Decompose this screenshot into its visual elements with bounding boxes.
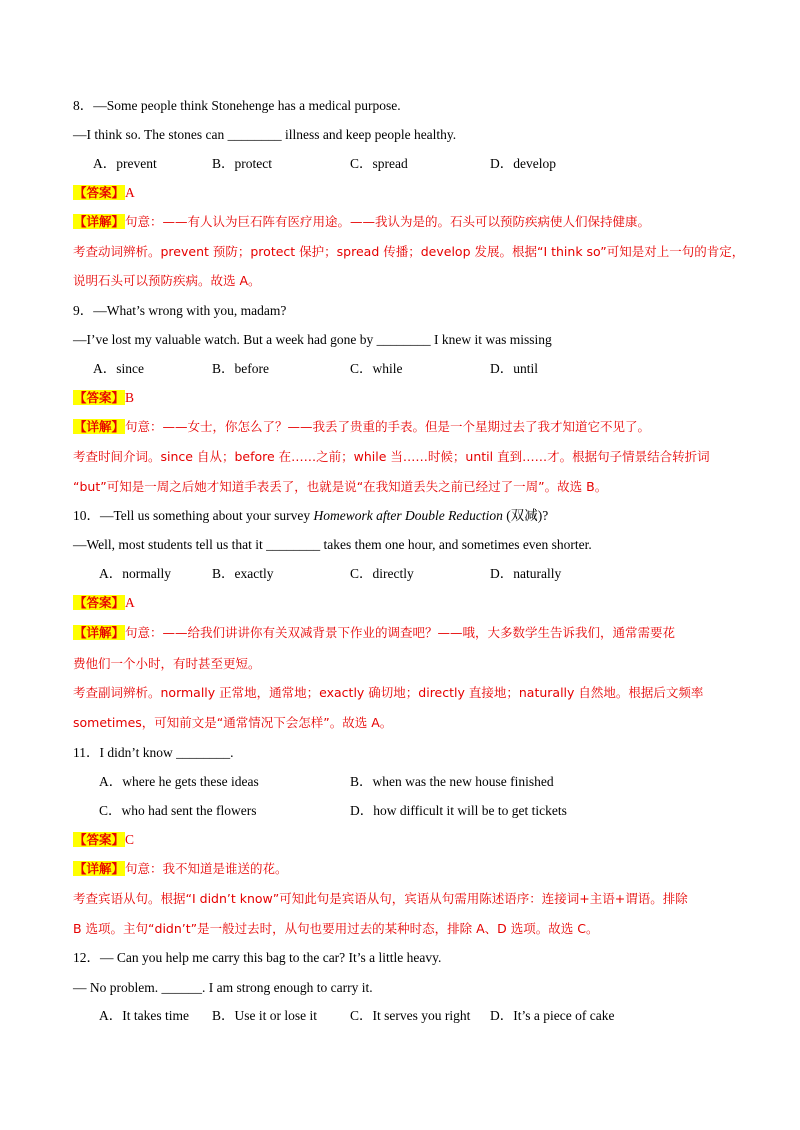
q12-option-d: D．It’s a piece of cake bbox=[490, 1008, 615, 1023]
q8-stem-line2: —I think so. The stones can ________ illness and keep people healthy. bbox=[73, 127, 457, 142]
q10-survey-title: Homework after Double Reduction bbox=[313, 508, 503, 523]
q10-detail-line4: sometimes，可知前文是“通常情况下会怎样”。故选 A。 bbox=[73, 715, 393, 730]
q12-option-c: C．It serves you right bbox=[350, 1008, 471, 1023]
q10-detail-line2: 费他们一个小时，有时甚至更短。 bbox=[73, 656, 261, 671]
q8-option-b: B．protect bbox=[212, 156, 272, 171]
answer-tag: 【答案】 bbox=[74, 185, 125, 200]
q10-detail-line3: 考查副词辨析。normally 正常地，通常地；exactly 确切地；directly 直接地；naturally 自然地。根据后文频率 bbox=[73, 685, 704, 700]
q12-stem-line2: — No problem. ______. I am strong enough to carry it. bbox=[73, 980, 373, 995]
q8-option-d: D．develop bbox=[490, 156, 556, 171]
q10-stem-post: (双减)? bbox=[502, 508, 549, 523]
q8-detail-line1 bbox=[73, 213, 650, 231]
q11-answer bbox=[73, 831, 134, 849]
answer-tag: 【答案】 bbox=[74, 595, 125, 610]
q9-option-d: D．until bbox=[490, 361, 539, 376]
q10-detail-line1 bbox=[73, 624, 675, 642]
q11-stem-line1: 11．I didn’t know ________. bbox=[73, 745, 234, 760]
q9-stem-line2: —I’ve lost my valuable watch. But a week had gone by ________ I knew it was missing bbox=[73, 332, 552, 347]
q11-option-c: C．who had sent the flowers bbox=[99, 803, 257, 818]
q9-stem-line1: 9．—What’s wrong with you, madam? bbox=[73, 303, 287, 318]
q8-answer bbox=[73, 184, 135, 202]
detail-text: 句意：我不知道是谁送的花。 bbox=[125, 861, 288, 876]
detail-text: 句意：——女士，你怎么了？——我丢了贵重的手表。但是一个星期过去了我才知道它不见了。 bbox=[125, 419, 651, 434]
q11-detail-line1 bbox=[73, 860, 288, 878]
detail-tag: 【详解】 bbox=[74, 214, 125, 229]
q11-option-b: B．when was the new house finished bbox=[350, 774, 554, 789]
q11-option-a: A．where he gets these ideas bbox=[99, 774, 259, 789]
q8-option-a: A．prevent bbox=[93, 156, 157, 171]
detail-text: 句意：——有人认为巨石阵有医疗用途。——我认为是的。石头可以预防疾病使人们保持健康。 bbox=[125, 214, 651, 229]
q8-stem-line1: 8．—Some people think Stonehenge has a medical purpose. bbox=[73, 98, 401, 113]
q10-option-a: A．normally bbox=[99, 566, 171, 581]
q9-option-a: A．since bbox=[93, 361, 144, 376]
q8-detail-line3: 说明石头可以预防疾病。故选 A。 bbox=[73, 273, 261, 288]
answer-tag: 【答案】 bbox=[74, 832, 125, 847]
q8-detail-line2: 考查动词辨析。prevent 预防；protect 保护；spread 传播；develop 发展。根据“I think so”可知是对上一句的肯定， bbox=[73, 244, 745, 259]
q11-detail-line2: 考查宾语从句。根据“I didn’t know”可知此句是宾语从句，宾语从句需用陈述语序：连接词+主语+谓语。排除 bbox=[73, 891, 688, 906]
q10-option-b: B．exactly bbox=[212, 566, 274, 581]
q10-option-d: D．naturally bbox=[490, 566, 562, 581]
q10-answer bbox=[73, 594, 135, 612]
detail-tag: 【详解】 bbox=[74, 861, 125, 876]
q11-option-d: D．how difficult it will be to get tickets bbox=[350, 803, 567, 818]
detail-tag: 【详解】 bbox=[74, 419, 125, 434]
q10-option-c: C．directly bbox=[350, 566, 414, 581]
answer-letter: A bbox=[125, 185, 135, 200]
q10-stem-line2: —Well, most students tell us that it ________ takes them one hour, and sometimes even shorter. bbox=[73, 537, 592, 552]
answer-letter: A bbox=[125, 595, 135, 610]
q10-stem-line1 bbox=[73, 507, 548, 525]
detail-text: 句意：——给我们讲讲你有关双减背景下作业的调查吧？——哦，大多数学生告诉我们，通常需要花 bbox=[125, 625, 676, 640]
q9-detail-line1 bbox=[73, 418, 650, 436]
q9-detail-line3: “but”可知是一周之后她才知道手表丢了，也就是说“在我知道丢失之前已经过了一周”。故选 B。 bbox=[73, 479, 608, 494]
q9-answer bbox=[73, 389, 134, 407]
q9-option-b: B．before bbox=[212, 361, 269, 376]
q8-option-c: C．spread bbox=[350, 156, 408, 171]
q10-stem-pre: 10．—Tell us something about your survey bbox=[73, 508, 314, 523]
q11-detail-line3: B 选项。主句“didn’t”是一般过去时，从句也要用过去的某种时态，排除 A、D 选项。故选 C。 bbox=[73, 921, 599, 936]
detail-tag: 【详解】 bbox=[74, 625, 125, 640]
answer-tag: 【答案】 bbox=[74, 390, 125, 405]
q12-option-a: A．It takes time bbox=[99, 1008, 189, 1023]
q12-option-b: B．Use it or lose it bbox=[212, 1008, 317, 1023]
answer-letter: C bbox=[125, 832, 135, 847]
q9-detail-line2: 考查时间介词。since 自从；before 在……之前；while 当……时候；until 直到……才。根据句子情景结合转折词 bbox=[73, 449, 710, 464]
q12-stem-line1: 12．— Can you help me carry this bag to the car? It’s a little heavy. bbox=[73, 950, 442, 965]
answer-letter: B bbox=[125, 390, 135, 405]
q9-option-c: C．while bbox=[350, 361, 403, 376]
